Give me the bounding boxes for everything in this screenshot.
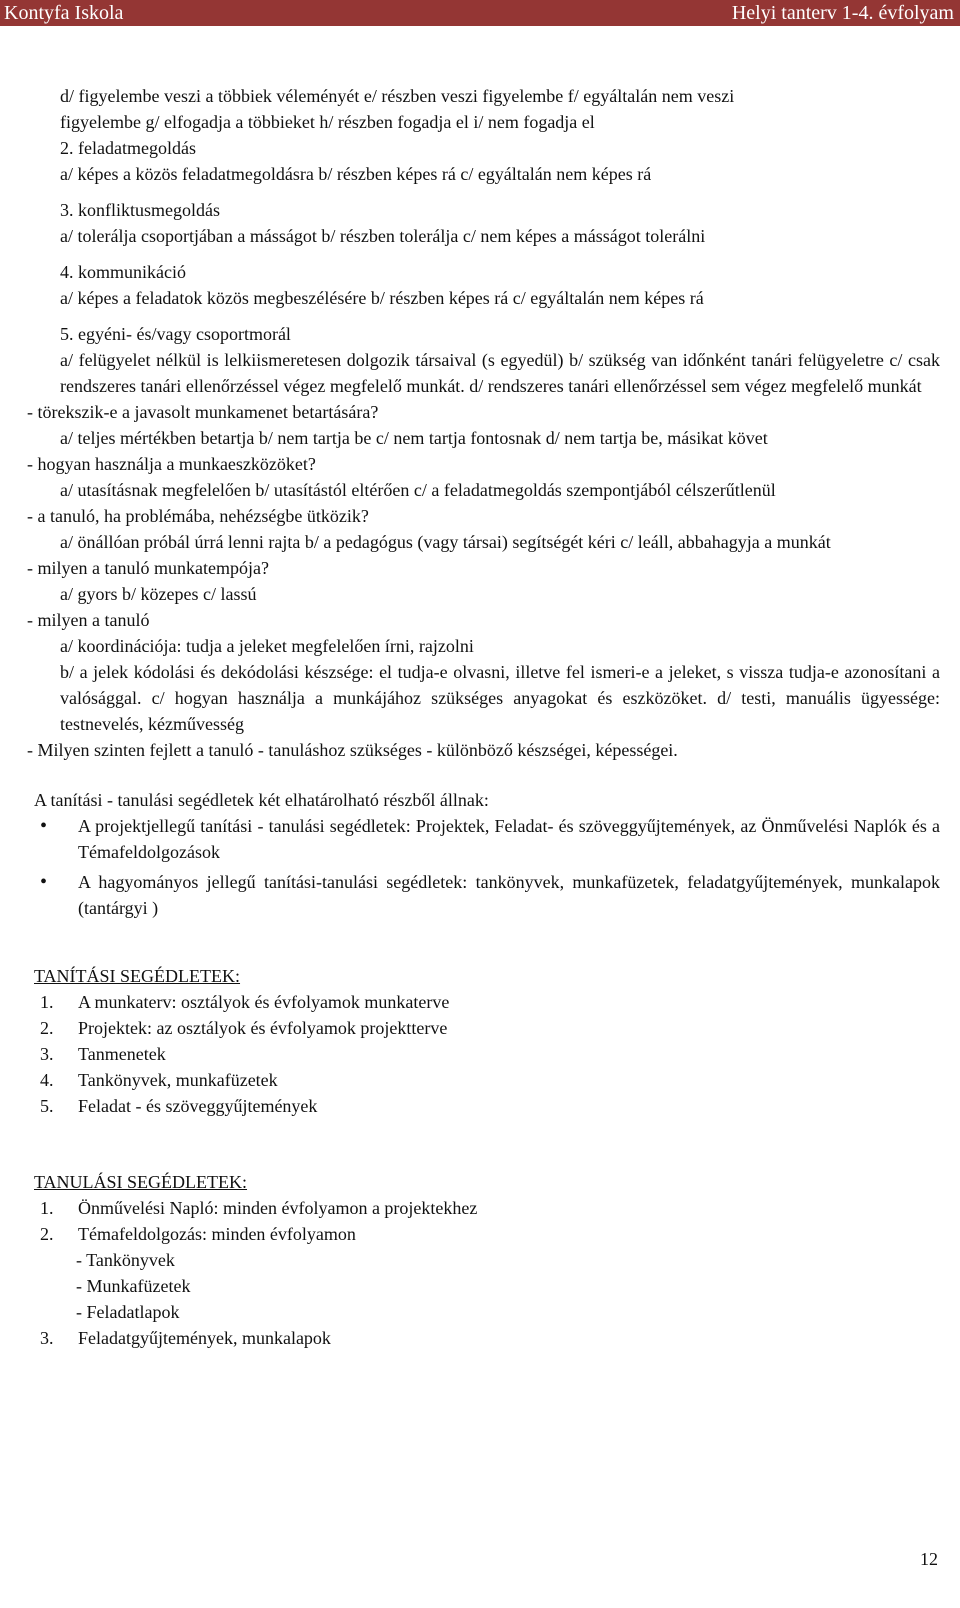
page-header xyxy=(0,0,960,26)
learning-aids-title: TANULÁSI SEGÉDLETEK: xyxy=(34,1172,248,1192)
learning-aids-list-cont xyxy=(0,1325,960,1351)
question: - Milyen szinten fejlett a tanuló - tanuláshoz szükséges - különböző készségei, képességei. xyxy=(27,740,678,760)
list-text: Tankönyvek, munkafüzetek xyxy=(78,1070,278,1090)
item-5-text: a/ felügyelet nélkül is lelkiismeretesen dolgozik társaival (s egyedül) b/ szükség van időnként tanári felügyeletre c/ csak rendszeres tanári ellenőrzéssel végez megfelelő munkát. d/ rendszeres tanári ellenőrzéssel sem végez megfelelő munkát xyxy=(60,350,940,396)
list-text: Önművelési Napló: minden évfolyamon a projektekhez xyxy=(78,1198,478,1218)
list-item xyxy=(0,1195,960,1221)
page-content xyxy=(0,83,960,1351)
item-3-title: 3. konfliktusmegoldás xyxy=(60,200,220,220)
list-number: 2. xyxy=(40,1018,54,1038)
list-number: 3. xyxy=(40,1044,54,1064)
intro-line: figyelembe g/ elfogadja a többieket h/ részben fogadja el i/ nem fogadja el xyxy=(60,112,595,132)
list-item xyxy=(0,1325,960,1351)
list-text: Tanmenetek xyxy=(78,1044,166,1064)
list-text: Projektek: az osztályok és évfolyamok projektterve xyxy=(78,1018,448,1038)
answer: a/ teljes mértékben betartja b/ nem tartja be c/ nem tartja fontosnak d/ nem tartja be, másikat követ xyxy=(60,428,768,448)
item-2-title: 2. feladatmegoldás xyxy=(60,138,196,158)
question: - a tanuló, ha problémába, nehézségbe ütközik? xyxy=(27,506,369,526)
list-item xyxy=(0,1041,960,1067)
item-4-text: a/ képes a feladatok közös megbeszélésére b/ részben képes rá c/ egyáltalán nem képes rá xyxy=(60,288,704,308)
list-number: 2. xyxy=(40,1224,54,1244)
sub-item: - Feladatlapok xyxy=(76,1302,180,1322)
sub-item: - Tankönyvek xyxy=(76,1250,175,1270)
list-item xyxy=(0,1093,960,1119)
page-number: 12 xyxy=(920,1549,938,1569)
item-5-title: 5. egyéni- és/vagy csoportmorál xyxy=(60,324,291,344)
item-3-text: a/ tolerálja csoportjában a másságot b/ részben tolerálja c/ nem képes a másságot tolerálni xyxy=(60,226,706,246)
list-number: 4. xyxy=(40,1070,54,1090)
school-name: Kontyfa Iskola xyxy=(4,2,124,24)
aids-intro: A tanítási - tanulási segédletek két elhatárolható részből állnak: xyxy=(34,790,489,810)
list-text: A munkaterv: osztályok és évfolyamok munkaterve xyxy=(78,992,450,1012)
list-text: Feladatgyűjtemények, munkalapok xyxy=(78,1328,331,1348)
list-text: Feladat - és szöveggyűjtemények xyxy=(78,1096,318,1116)
answer: a/ gyors b/ közepes c/ lassú xyxy=(60,584,257,604)
answer: a/ koordinációja: tudja a jeleket megfelelően írni, rajzolni xyxy=(60,636,474,656)
list-item xyxy=(0,1067,960,1093)
answer: a/ önállóan próbál úrrá lenni rajta b/ a pedagógus (vagy társai) segítségét kéri c/ leáll, abbahagyja a munkát xyxy=(60,532,831,552)
list-number: 3. xyxy=(40,1328,54,1348)
aids-list xyxy=(0,813,960,921)
list-number: 5. xyxy=(40,1096,54,1116)
item-4-title: 4. kommunikáció xyxy=(60,262,186,282)
list-item xyxy=(0,989,960,1015)
teaching-aids-title: TANÍTÁSI SEGÉDLETEK: xyxy=(34,966,241,986)
list-item xyxy=(0,1221,960,1247)
sub-item: - Munkafüzetek xyxy=(76,1276,191,1296)
list-number: 1. xyxy=(40,992,54,1012)
list-item: • A projektjellegű tanítási - tanulási segédletek: Projektek, Feladat- és szöveggyűjtemények, az Önművelési Naplók és a Témafeldolgozások xyxy=(0,813,960,865)
answer: b/ a jelek kódolási és dekódolási készsége: el tudja-e olvasni, illetve fel ismeri-e a jeleket, s vissza tudja-e azonosítani a valósággal. c/ hogyan használja a munkájához szükséges anyagokat és eszközöket. d/ testi, manuális ügyessége: testnevelés, kézművesség xyxy=(60,662,940,734)
item-2-text: a/ képes a közös feladatmegoldásra b/ részben képes rá c/ egyáltalán nem képes rá xyxy=(60,164,652,184)
learning-aids-list xyxy=(0,1195,960,1247)
question: - törekszik-e a javasolt munkamenet betartására? xyxy=(27,402,379,422)
list-number: 1. xyxy=(40,1198,54,1218)
intro-line: d/ figyelembe veszi a többiek véleményét e/ részben veszi figyelembe f/ egyáltalán nem veszi xyxy=(60,86,735,106)
question: - milyen a tanuló munkatempója? xyxy=(27,558,269,578)
answer: a/ utasításnak megfelelően b/ utasítástól eltérően c/ a feladatmegoldás szempontjából célszerűtlenül xyxy=(60,480,776,500)
list-item: • A hagyományos jellegű tanítási-tanulási segédletek: tankönyvek, munkafüzetek, feladatgyűjtemények, munkalapok (tantárgyi ) xyxy=(0,869,960,921)
document-title: Helyi tanterv 1-4. évfolyam xyxy=(731,2,954,24)
list-item xyxy=(0,1015,960,1041)
list-text: Témafeldolgozás: minden évfolyamon xyxy=(78,1224,356,1244)
question: - hogyan használja a munkaeszközöket? xyxy=(27,454,316,474)
question: - milyen a tanuló xyxy=(27,610,150,630)
teaching-aids-list xyxy=(0,989,960,1119)
